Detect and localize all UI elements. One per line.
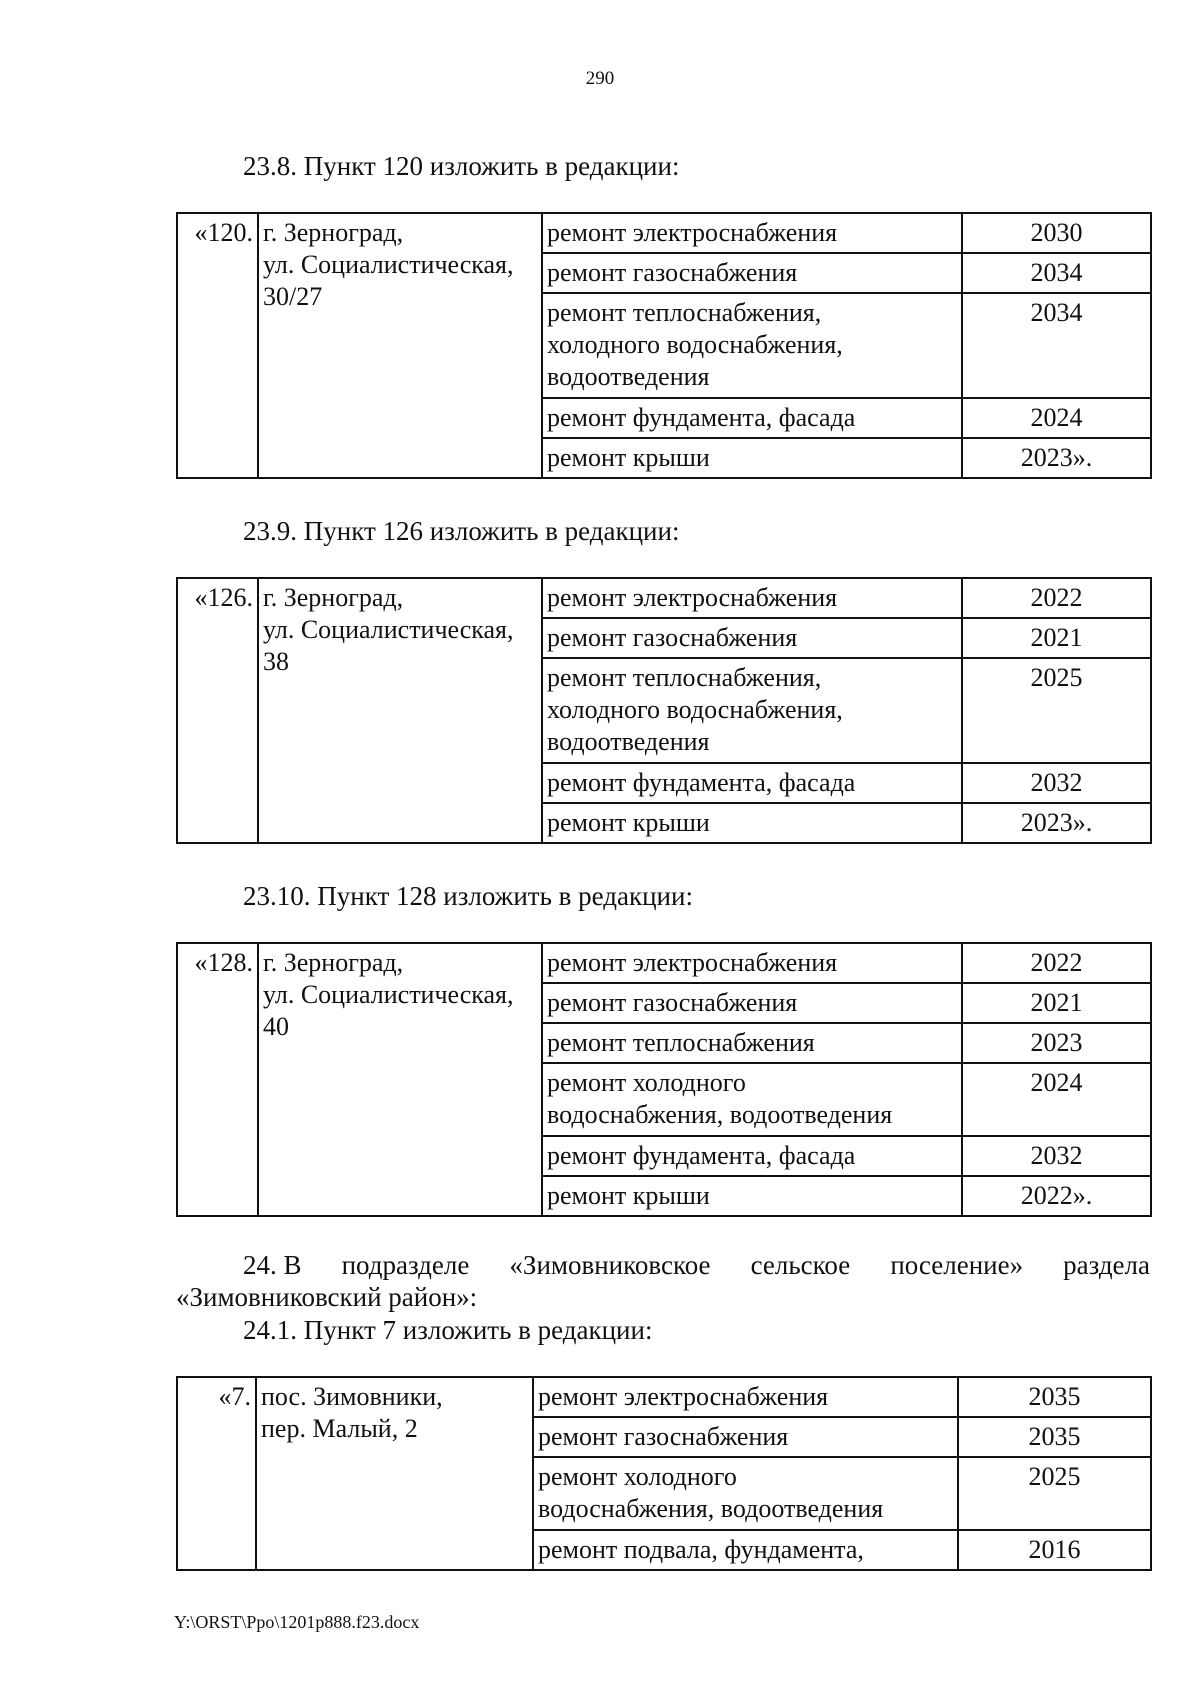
item-number: «120. (177, 213, 258, 478)
table-row (177, 578, 1151, 618)
work-name: ремонт фундамента, фасада (542, 1136, 962, 1176)
work-year: 2022 (962, 943, 1151, 983)
address-line: пос. Зимовники, (261, 1382, 443, 1411)
work-line: холодного водоснабжения, (547, 695, 843, 724)
address-line: ул. Социалистическая, (263, 250, 514, 279)
address-line: г. Зерноград, (263, 583, 404, 612)
address-cell (256, 1377, 533, 1570)
work-year: 2022». (962, 1176, 1151, 1216)
footer-file-path: Y:\ORST\Ppo\1201p888.f23.docx (174, 1612, 420, 1632)
work-year: 2022 (962, 578, 1151, 618)
work-year: 2023 (962, 1023, 1151, 1063)
work-year: 2023». (962, 438, 1151, 478)
work-year: 2024 (962, 398, 1151, 438)
section-heading-24-1: 24.1. Пункт 7 изложить в редакции: (243, 1315, 653, 1345)
section-heading-23-9: 23.9. Пункт 126 изложить в редакции: (243, 516, 680, 546)
paragraph-word: «Зимовниковское (509, 1250, 711, 1280)
paragraph-word: поселение» (890, 1250, 1024, 1280)
work-line: водоотведения (547, 362, 710, 391)
address-line: ул. Социалистическая, (263, 980, 514, 1009)
page-number: 290 (585, 68, 615, 89)
table-row (177, 943, 1151, 983)
section-heading-23-8: 23.8. Пункт 120 изложить в редакции: (243, 151, 680, 181)
work-year: 2016 (958, 1530, 1151, 1570)
work-name: ремонт газоснабжения (533, 1417, 958, 1457)
item-number: «126. (177, 578, 258, 843)
address-cell (258, 943, 542, 1216)
work-name: ремонт фундамента, фасада (542, 398, 962, 438)
work-name: ремонт электроснабжения (542, 213, 962, 253)
paragraph-24 (176, 1249, 1150, 1313)
work-name: ремонт электроснабжения (542, 943, 962, 983)
work-year: 2024 (962, 1063, 1151, 1136)
address-cell (258, 213, 542, 478)
work-year: 2023». (962, 803, 1151, 843)
work-line: ремонт теплоснабжения, (547, 298, 822, 327)
work-year: 2034 (962, 253, 1151, 293)
work-line: водоснабжения, водоотведения (547, 1100, 893, 1129)
work-year: 2035 (958, 1417, 1151, 1457)
work-line: холодного водоснабжения, (547, 330, 843, 359)
paragraph-24-line-2: «Зимовниковский район»: (176, 1282, 478, 1312)
table-item-126 (176, 577, 1152, 844)
paragraph-24-line-1 (176, 1249, 1150, 1281)
work-year: 2032 (962, 1136, 1151, 1176)
work-name: ремонт теплоснабжения (542, 1023, 962, 1063)
work-year: 2021 (962, 983, 1151, 1023)
work-name: ремонт электроснабжения (533, 1377, 958, 1417)
table-item-7 (176, 1376, 1152, 1571)
paragraph-word: раздела (1063, 1250, 1150, 1280)
paragraph-word: 24. В (243, 1250, 302, 1280)
work-name (542, 658, 962, 763)
work-year: 2032 (962, 763, 1151, 803)
work-year: 2035 (958, 1377, 1151, 1417)
work-name: ремонт фундамента, фасада (542, 763, 962, 803)
item-number: «128. (177, 943, 258, 1216)
work-name (542, 1063, 962, 1136)
address-line: г. Зерноград, (263, 948, 404, 977)
work-line: ремонт теплоснабжения, (547, 663, 822, 692)
work-name: ремонт газоснабжения (542, 253, 962, 293)
work-name: ремонт крыши (542, 1176, 962, 1216)
work-line: ремонт холодного (538, 1462, 737, 1491)
work-name: ремонт крыши (542, 438, 962, 478)
work-year: 2025 (962, 658, 1151, 763)
work-name (533, 1457, 958, 1530)
address-line: 38 (263, 647, 289, 676)
work-name: ремонт подвала, фундамента, (533, 1530, 958, 1570)
address-cell (258, 578, 542, 843)
table-row (177, 1377, 1151, 1417)
item-number: «7. (177, 1377, 256, 1570)
work-year: 2030 (962, 213, 1151, 253)
paragraph-word: сельское (750, 1250, 851, 1280)
work-year: 2025 (958, 1457, 1151, 1530)
address-line: пер. Малый, 2 (261, 1414, 418, 1443)
work-name (542, 293, 962, 398)
table-item-128 (176, 942, 1152, 1217)
work-year: 2021 (962, 618, 1151, 658)
table-item-120 (176, 212, 1152, 479)
address-line: 40 (263, 1012, 289, 1041)
work-line: ремонт холодного (547, 1068, 746, 1097)
address-line: ул. Социалистическая, (263, 615, 514, 644)
work-name: ремонт газоснабжения (542, 618, 962, 658)
table-row (177, 213, 1151, 253)
paragraph-word: подразделе (341, 1250, 470, 1280)
work-line: водоотведения (547, 727, 710, 756)
work-name: ремонт электроснабжения (542, 578, 962, 618)
address-line: 30/27 (263, 282, 323, 311)
work-name: ремонт газоснабжения (542, 983, 962, 1023)
work-name: ремонт крыши (542, 803, 962, 843)
section-heading-23-10: 23.10. Пункт 128 изложить в редакции: (243, 881, 693, 911)
work-line: водоснабжения, водоотведения (538, 1494, 884, 1523)
work-year: 2034 (962, 293, 1151, 398)
address-line: г. Зерноград, (263, 218, 404, 247)
